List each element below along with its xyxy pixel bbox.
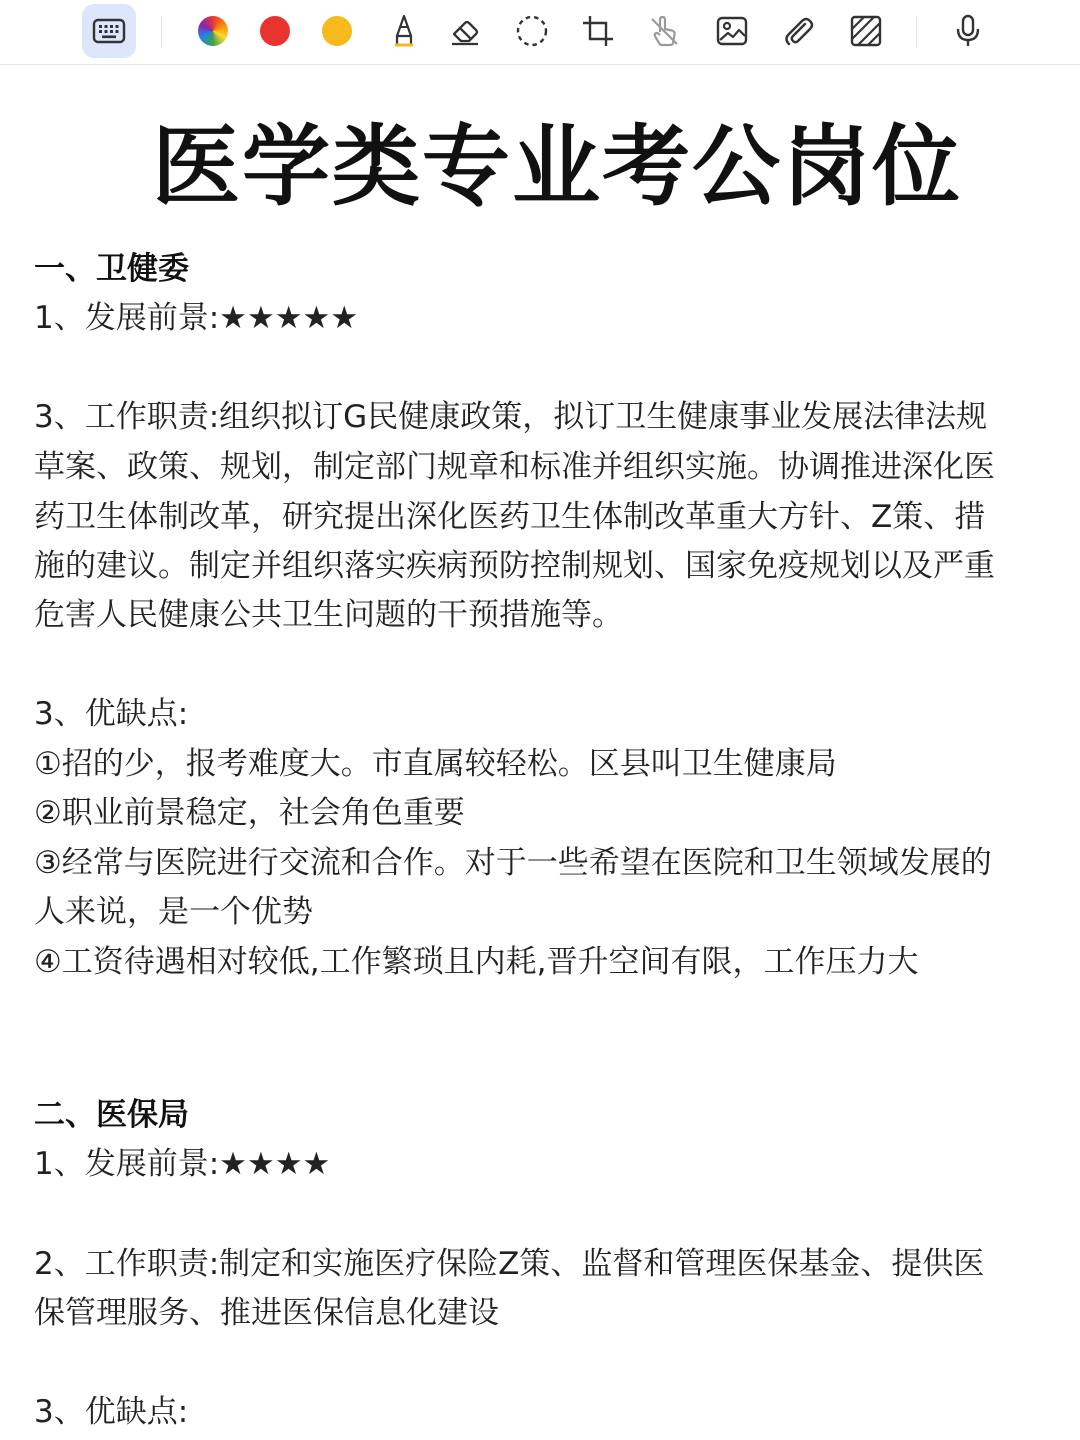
insert-image-button[interactable] xyxy=(705,4,759,58)
pen-button[interactable] xyxy=(377,4,431,58)
red-color-icon xyxy=(260,16,290,46)
section-heading: 二、医保局 xyxy=(34,1097,189,1133)
image-icon xyxy=(715,14,749,48)
text-line: 施的建议。制定并组织落实疾病预防控制规划、国家免疫规划以及严重 xyxy=(34,548,995,584)
pen-icon xyxy=(392,14,416,48)
text-line: 人来说，是一个优势 xyxy=(34,894,313,930)
microphone-icon xyxy=(954,13,982,49)
touch-disabled-icon xyxy=(647,14,681,48)
text-line: ④工资待遇相对较低,工作繁琐且内耗,晋升空间有限，工作压力大 xyxy=(34,944,919,980)
voice-input-button[interactable] xyxy=(941,4,995,58)
toolbar-divider xyxy=(916,16,917,48)
yellow-color-button[interactable] xyxy=(310,4,364,58)
eraser-button[interactable] xyxy=(438,4,492,58)
text-line: 1、发展前景:★★★★ xyxy=(34,1146,331,1182)
note-toolbar xyxy=(0,0,1080,65)
lasso-icon xyxy=(515,14,549,48)
crop-button[interactable] xyxy=(571,4,625,58)
text-line: 危害人民健康公共卫生问题的干预措施等。 xyxy=(34,597,623,633)
text-line: 3、工作职责:组织拟订G民健康政策，拟订卫生健康事业发展法律法规 xyxy=(34,399,988,435)
section-heading: 一、卫健委 xyxy=(34,251,189,287)
hatch-icon xyxy=(849,14,883,48)
page-title: 医学类专业考公岗位 xyxy=(151,115,962,218)
text-line: ①招的少，报考难度大。市直属较轻松。区县叫卫生健康局 xyxy=(34,746,837,782)
red-color-button[interactable] xyxy=(248,4,302,58)
attachment-icon xyxy=(781,14,815,48)
color-picker-button[interactable] xyxy=(186,4,240,58)
text-line: 药卫生体制改革，研究提出深化医药卫生体制改革重大方针、Z策、措 xyxy=(34,499,986,535)
crop-icon xyxy=(581,14,615,48)
eraser-icon xyxy=(448,16,482,46)
attachment-button[interactable] xyxy=(771,4,825,58)
text-line: 2、工作职责:制定和实施医疗保险Z策、监督和管理医保基金、提供医 xyxy=(34,1246,985,1282)
text-line: 3、优缺点: xyxy=(34,696,189,732)
text-line: 草案、政策、规划，制定部门规章和标准并组织实施。协调推进深化医 xyxy=(34,449,995,485)
text-line: 3、优缺点: xyxy=(34,1394,189,1430)
keyboard-button[interactable] xyxy=(82,4,136,58)
keyboard-icon xyxy=(92,18,126,44)
text-line: 1、发展前景:★★★★★ xyxy=(34,300,359,336)
lasso-button[interactable] xyxy=(505,4,559,58)
color-wheel-icon xyxy=(198,16,228,46)
text-line: 保管理服务、推进医保信息化建设 xyxy=(34,1295,499,1331)
yellow-color-icon xyxy=(322,16,352,46)
text-line: ②职业前景稳定，社会角色重要 xyxy=(34,795,465,831)
toolbar-divider xyxy=(161,16,162,48)
background-pattern-button[interactable] xyxy=(839,4,893,58)
touch-toggle-button[interactable] xyxy=(637,4,691,58)
text-line: ③经常与医院进行交流和合作。对于一些希望在医院和卫生领域发展的 xyxy=(34,845,992,881)
